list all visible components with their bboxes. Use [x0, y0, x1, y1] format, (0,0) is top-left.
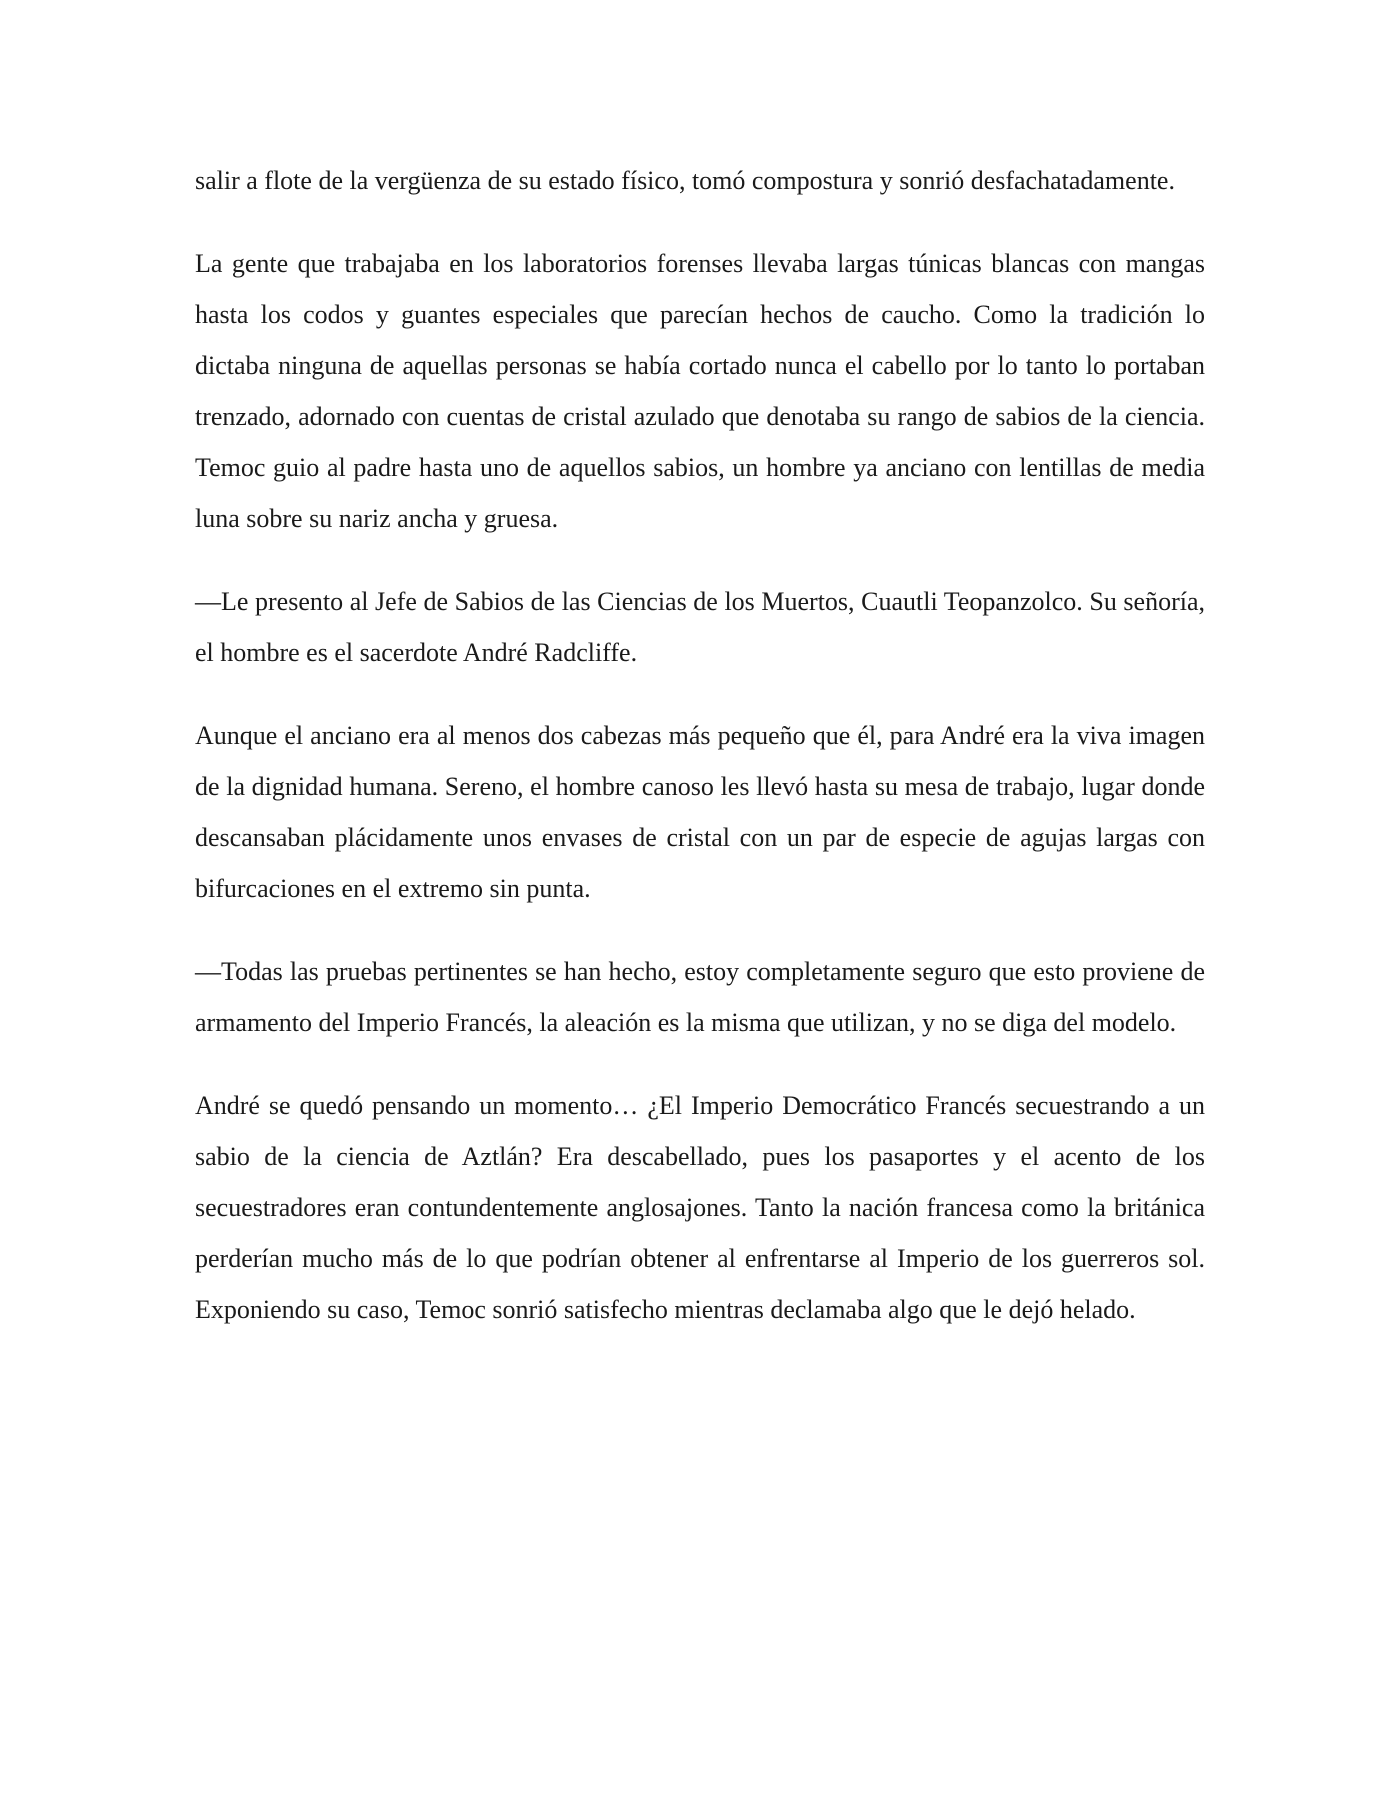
paragraph: Aunque el anciano era al menos dos cabezas más pequeño que él, para André era la viva imagen de la dignidad humana. Sereno, el hombre canoso les llevó hasta su mesa de trabajo, lugar donde descansaban plácidamente unos envases de cristal con un par de especie de agujas largas con bifurcaciones en el extremo sin punta. — [195, 721, 1205, 903]
body-text — [195, 155, 1205, 1367]
dialogue-paragraph: —Todas las pruebas pertinentes se han hecho, estoy completamente seguro que esto proviene de armamento del Imperio Francés, la aleación es la misma que utilizan, y no se diga del modelo. — [195, 957, 1205, 1037]
paragraph: La gente que trabajaba en los laboratorios forenses llevaba largas túnicas blancas con mangas hasta los codos y guantes especiales que parecían hechos de caucho. Como la tradición lo dictaba ninguna de aquellas personas se había cortado nunca el cabello por lo tanto lo portaban trenzado, adornado con cuentas de cristal azulado que denotaba su rango de sabios de la ciencia. Temoc guio al padre hasta uno de aquellos sabios, un hombre ya anciano con lentillas de media luna sobre su nariz ancha y gruesa. — [195, 249, 1205, 533]
dialogue-paragraph: —Le presento al Jefe de Sabios de las Ciencias de los Muertos, Cuautli Teopanzolco. Su señoría, el hombre es el sacerdote André Radcliffe. — [195, 587, 1205, 667]
paragraph: salir a flote de la vergüenza de su estado físico, tomó compostura y sonrió desfachatadamente. — [195, 166, 1175, 195]
paragraph: André se quedó pensando un momento… ¿El Imperio Democrático Francés secuestrando a un sabio de la ciencia de Aztlán? Era descabellado, pues los pasaportes y el acento de los secuestradores eran contundentemente anglosajones. Tanto la nación francesa como la británica perderían mucho más de lo que podrían obtener al enfrentarse al Imperio de los guerreros sol. Exponiendo su caso, Temoc sonrió satisfecho mientras declamaba algo que le dejó helado. — [195, 1091, 1205, 1324]
